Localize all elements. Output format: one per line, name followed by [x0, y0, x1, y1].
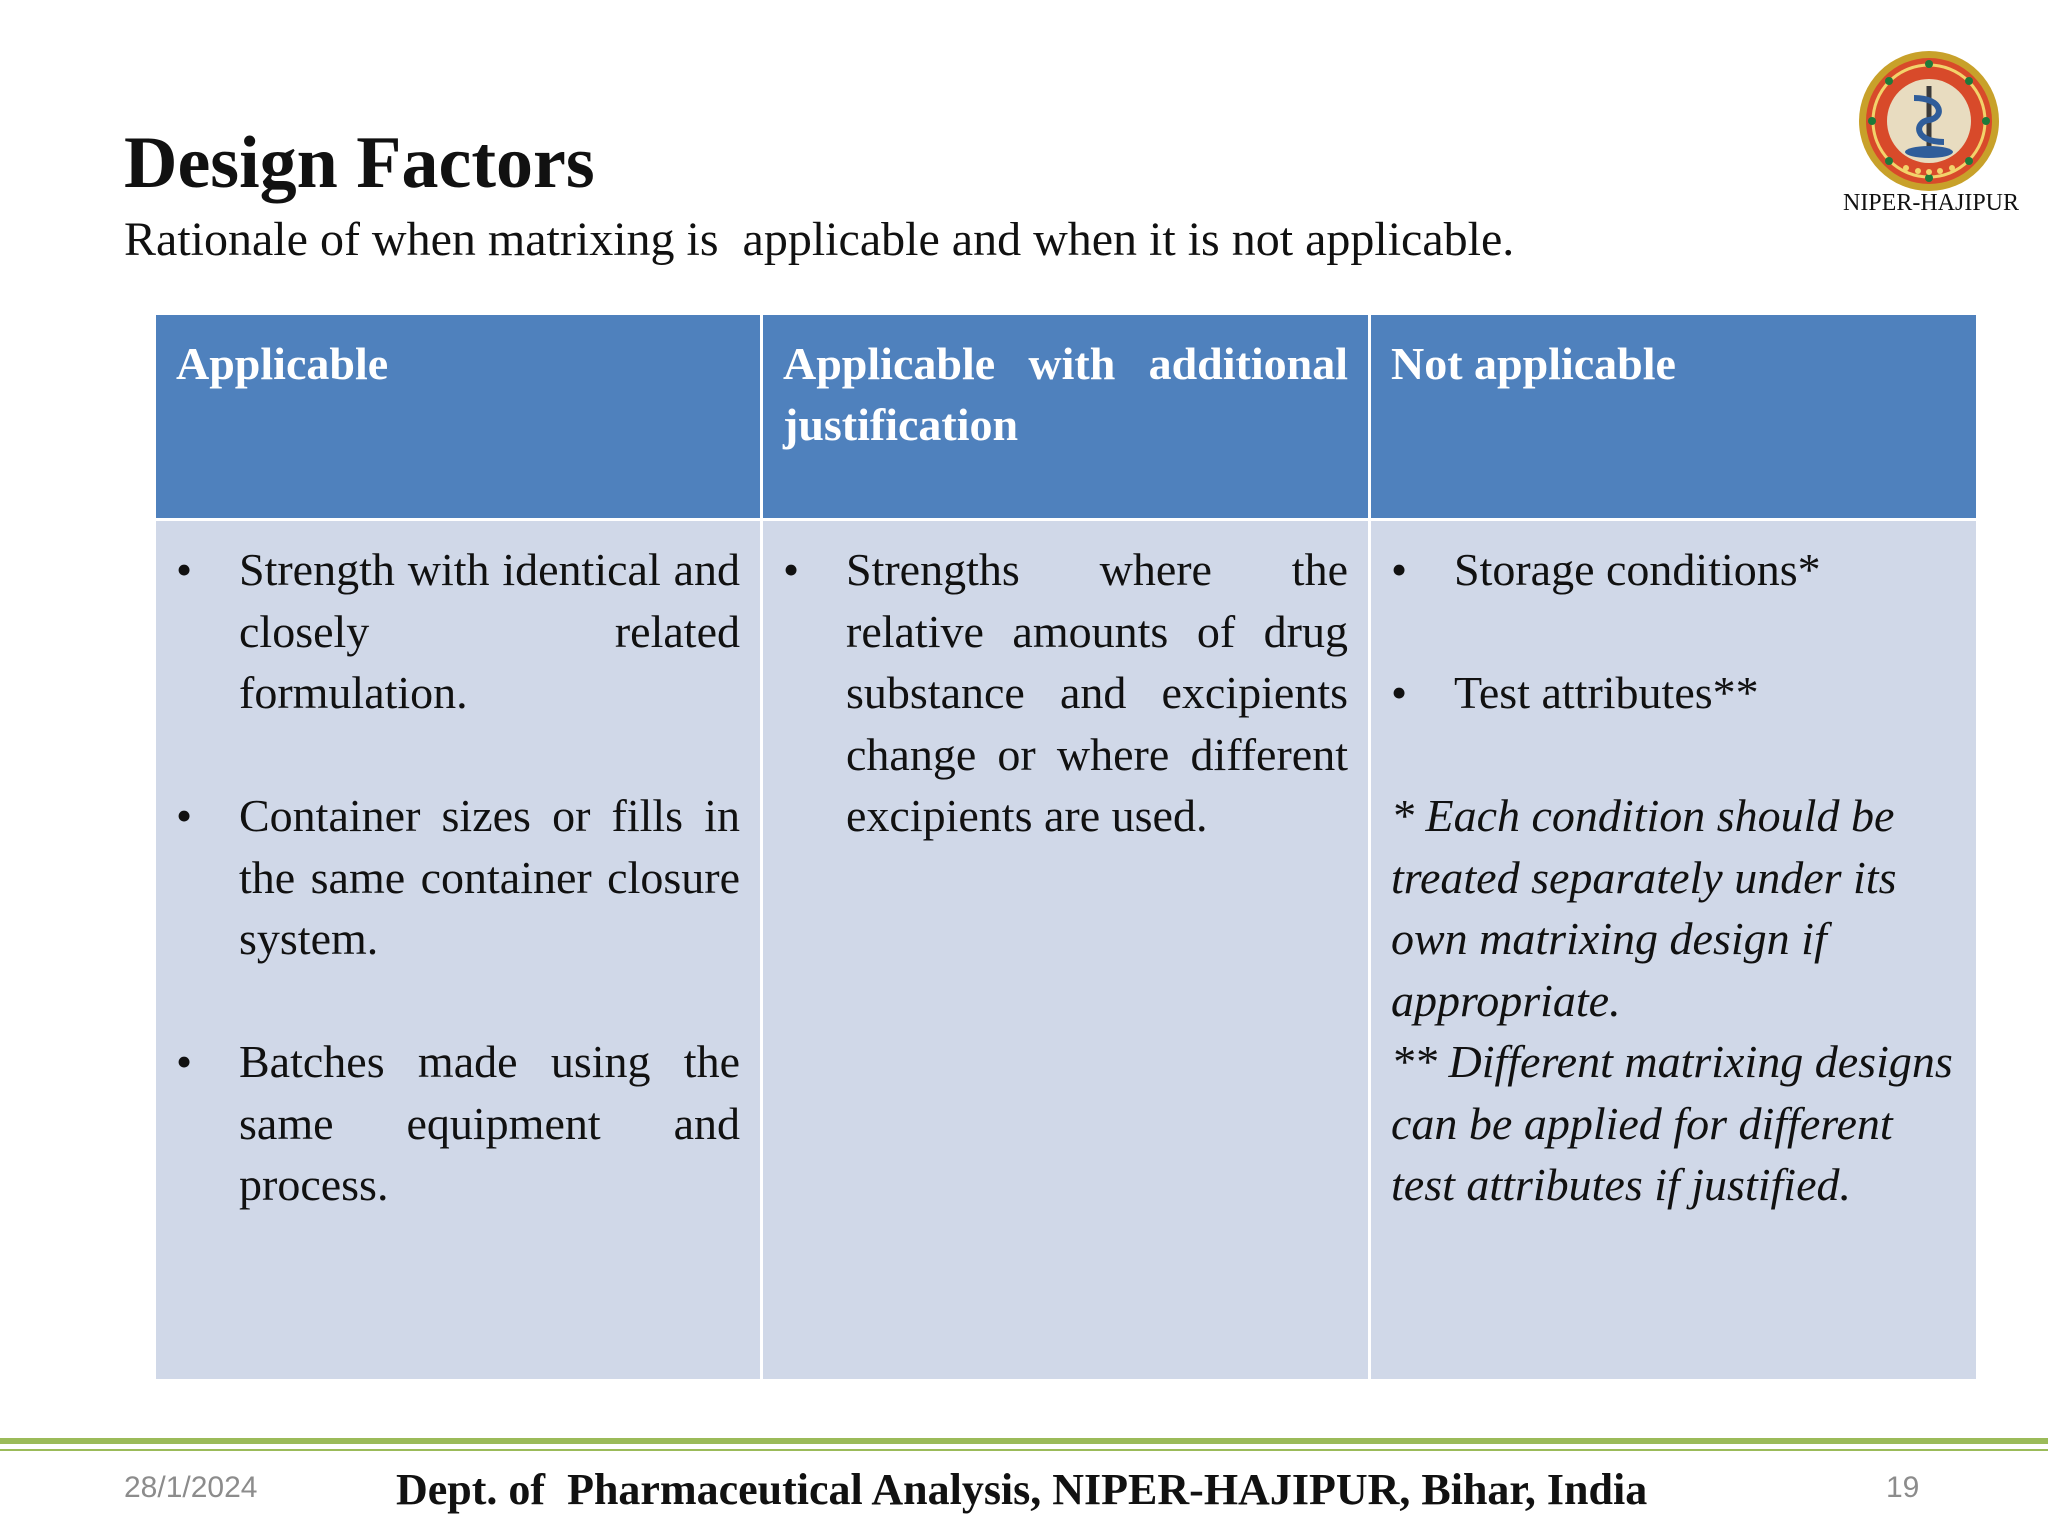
not-applicable-cell	[1370, 520, 1978, 1381]
list-item	[176, 539, 740, 724]
list-item-text: Strength with identical and closely related formulation.	[239, 544, 740, 718]
footnote-storage-conditions: * Each condition should be treated separately under its own matrixing design if appropriate.	[1391, 790, 1897, 1026]
logo-caption: NIPER-HAJIPUR	[1842, 190, 2019, 216]
list-item	[1391, 539, 1956, 601]
list-item	[783, 539, 1348, 847]
footnote-test-attributes: ** Different matrixing designs can be applied for different test attributes if justified.	[1391, 1036, 1953, 1210]
list-item	[176, 785, 740, 970]
bullet-icon: •	[176, 790, 193, 841]
not-applicable-list	[1391, 539, 1956, 724]
bullet-icon: •	[1391, 667, 1408, 718]
bullet-icon: •	[1391, 544, 1408, 595]
list-item-text: Batches made using the same equipment and process.	[239, 1036, 740, 1210]
slide-subtitle: Rationale of when matrixing is applicable and when it is not applicable.	[124, 213, 1515, 266]
footer-date: 28/1/2024	[124, 1471, 258, 1504]
footer-divider-thin	[0, 1449, 2048, 1451]
list-item	[176, 1031, 740, 1216]
niper-hajipur-emblem-icon	[1856, 48, 2002, 194]
slide-title: Design Factors	[124, 122, 595, 204]
list-item-text: Container sizes or fills in the same container closure system.	[239, 790, 740, 964]
justification-cell	[762, 520, 1370, 1381]
applicable-list	[176, 539, 740, 1216]
list-item	[1391, 662, 1956, 724]
table-row	[155, 520, 1978, 1381]
footer-divider-thick	[0, 1438, 2048, 1444]
bullet-icon: •	[176, 1036, 193, 1087]
list-item-text: Strengths where the relative amounts of drug substance and excipients change or where different excipients are used.	[846, 544, 1348, 841]
header-not-applicable: Not applicable	[1370, 314, 1978, 520]
table-header-row	[155, 314, 1978, 520]
bullet-icon: •	[783, 544, 800, 595]
header-applicable: Applicable	[155, 314, 762, 520]
design-factors-table	[153, 312, 1979, 1382]
applicable-cell	[155, 520, 762, 1381]
footer-department: Dept. of Pharmaceutical Analysis, NIPER-HAJIPUR, Bihar, India	[396, 1465, 1648, 1514]
bullet-icon: •	[176, 544, 193, 595]
list-item-text: Test attributes**	[1454, 667, 1759, 718]
justification-list	[783, 539, 1348, 847]
page-number: 19	[1886, 1471, 1920, 1504]
header-applicable-with-justification: Applicable with additional justification	[762, 314, 1370, 520]
list-item-text: Storage conditions*	[1454, 544, 1821, 595]
